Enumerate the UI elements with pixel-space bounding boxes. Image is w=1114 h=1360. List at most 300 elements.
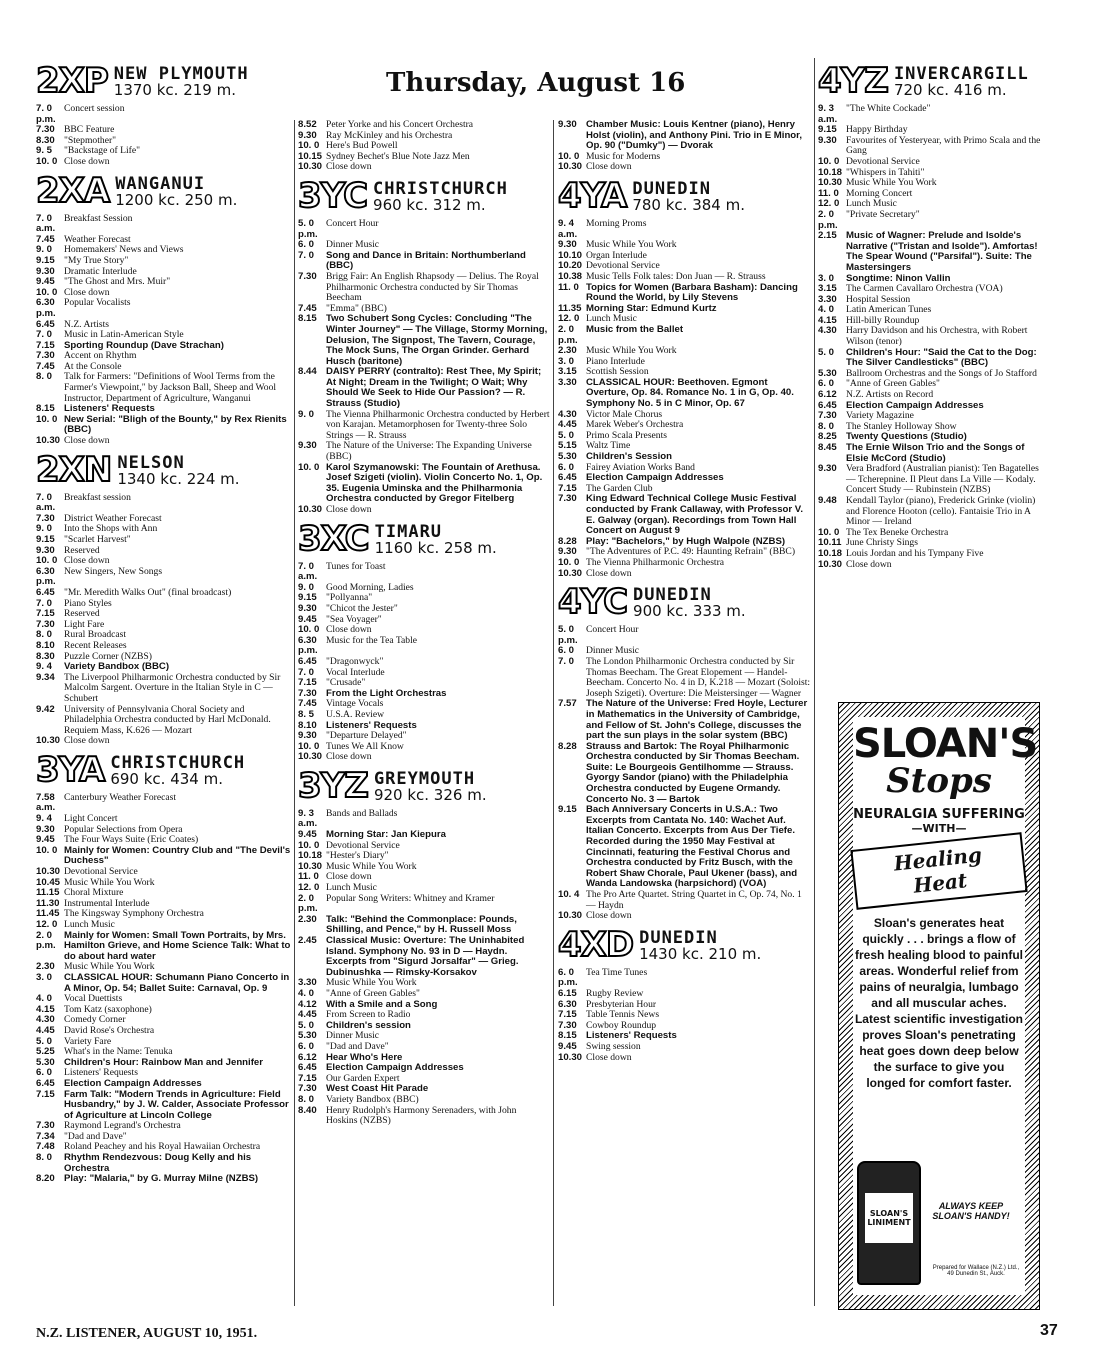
column-4 — [818, 58, 1044, 698]
programme-item — [558, 805, 812, 890]
programme-time: 10. 0 — [298, 624, 320, 636]
programme-time: 9.15 — [558, 804, 577, 816]
programme-item — [298, 915, 550, 936]
programme-time: 3.15 — [818, 283, 837, 295]
programme-title: Children's Session — [586, 451, 672, 463]
programme-item — [818, 464, 1044, 496]
programme-title: Rhythm Rendezvous: Doug Kelly and his Orchestra — [64, 1152, 252, 1174]
programme-time: 10. 0 — [818, 155, 840, 167]
programme-title: Good Morning, Ladies — [326, 581, 414, 593]
programme-time: 7. 0 p.m. — [36, 103, 56, 125]
programme-title: Devotional Service — [326, 839, 400, 851]
station-city: DUNEDIN — [632, 178, 711, 199]
programme-time: 2.30 — [36, 961, 55, 973]
programme-time: 7.45 — [36, 360, 55, 372]
programme-time: 10. 0 — [298, 461, 320, 473]
programme-title: Close down — [326, 504, 372, 515]
programme-time: 9. 4 a.m. — [558, 217, 578, 240]
programme-time: 10.15 — [298, 150, 323, 162]
programme-item — [298, 441, 550, 462]
programme-title: Variety Bandbox (BBC) — [64, 661, 170, 673]
page-number: 37 — [1040, 1322, 1058, 1339]
programme-time: 5.30 — [298, 1030, 317, 1042]
programme-time: 7.15 — [298, 677, 317, 689]
programme-time: 11. 0 — [298, 871, 319, 883]
programme-time: 7.30 — [558, 493, 577, 505]
programme-item — [298, 604, 550, 615]
programme-item — [558, 494, 812, 536]
programme-time: 5. 0 p.m. — [558, 624, 578, 646]
programme-title: Organ Interlude — [586, 249, 647, 261]
programme-item — [298, 710, 550, 721]
programme-time: 6. 0 — [558, 461, 575, 473]
programme-time: 8.40 — [298, 1104, 317, 1116]
programme-item — [298, 314, 550, 367]
programme-time: 10. 0 — [36, 286, 58, 298]
programme-time: 7.45 — [36, 233, 55, 245]
programme-time: 8.28 — [558, 740, 577, 752]
programme-title: Lunch Music — [586, 313, 637, 325]
programme-title: Variety Magazine — [846, 410, 914, 422]
programme-item — [818, 348, 1044, 369]
programme-item — [36, 567, 294, 588]
programme-title: Light Fare — [64, 618, 105, 630]
ad-healing-heat: Healing Heat — [850, 832, 1027, 910]
programme-time: 8.15 — [298, 313, 317, 325]
programme-item — [298, 809, 550, 830]
programme-time: 3.30 — [558, 376, 577, 388]
programme-list — [558, 120, 812, 173]
programme-title: Our Garden Expert — [326, 1072, 400, 1084]
programme-time: 2.15 — [818, 230, 837, 242]
programme-time: 7.15 — [36, 1088, 55, 1100]
programme-time: 7.45 — [298, 698, 317, 710]
programme-time: 6.30 p.m. — [298, 634, 318, 657]
programme-time: 4. 0 — [36, 993, 53, 1005]
station-frequency: 920 kc. 326 m. — [373, 785, 487, 804]
programme-time: 9. 3 a.m. — [298, 807, 318, 830]
programme-title: Instrumental Interlude — [64, 897, 150, 909]
programme-title: Marek Weber's Orchestra — [586, 419, 684, 431]
programme-time: 6. 0 — [818, 378, 835, 390]
programme-list — [36, 104, 294, 168]
programme-title: Play: "Bachelors," by Hugh Walpole (NZBS) — [586, 535, 786, 547]
programme-time: 4.45 — [36, 1024, 55, 1036]
programme-time: 2.30 — [558, 345, 577, 357]
programme-list — [558, 968, 812, 1063]
station-header — [36, 61, 294, 101]
programme-time: 7. 0 — [36, 597, 53, 609]
programme-title: June Christy Sings — [846, 537, 918, 549]
programme-list — [558, 219, 812, 579]
station-info — [633, 587, 746, 619]
programme-title: Chamber Music: Louis Kentner (piano), Henry Holst (violin), and Anthony Pini. Trio in E Minor, Op. 90 ("Dumky") — Dvorak — [586, 120, 803, 152]
programme-item — [558, 657, 812, 699]
station-info — [373, 178, 508, 214]
programme-item — [298, 120, 550, 131]
programme-title: "Anne of Green Gables" — [326, 987, 420, 999]
programme-time: 6. 0 — [36, 1067, 53, 1079]
programme-time: 12. 0 — [298, 882, 320, 894]
programme-item — [818, 157, 1044, 168]
programme-title: The Stanley Holloway Show — [846, 420, 957, 432]
programme-time: 8.30 — [36, 134, 55, 146]
programme-title: Light Concert — [64, 813, 118, 825]
programme-title: Children's session — [326, 1019, 411, 1031]
programme-title: The Kingsway Symphony Orchestra — [64, 908, 204, 920]
programme-item — [298, 657, 550, 668]
programme-title: Listeners' Requests — [326, 719, 417, 731]
programme-item — [558, 699, 812, 741]
programme-item — [36, 493, 294, 514]
station-callsign: 4XD — [558, 924, 634, 965]
programme-title: Devotional Service — [64, 866, 138, 878]
ad-tagline: Stops — [886, 761, 992, 801]
programme-time: 4.45 — [558, 419, 577, 431]
programme-time: 6. 0 — [298, 1040, 315, 1052]
programme-time: 10.30 — [298, 751, 323, 763]
programme-title: Morning Star: Edmund Kurtz — [586, 302, 717, 314]
programme-time: 9.15 — [818, 124, 837, 136]
programme-time: 10. 0 — [298, 839, 320, 851]
programme-time: 8.44 — [298, 366, 317, 378]
programme-title: Bands and Ballads — [326, 807, 398, 819]
station-city: GREYMOUTH — [373, 768, 476, 789]
programme-time: 7. 0 a.m. — [36, 212, 56, 235]
programme-time: 6.30 p.m. — [36, 565, 56, 588]
programme-time: 6.45 — [558, 472, 577, 484]
programme-time: 10.30 — [558, 910, 583, 922]
station-callsign: 3XC — [298, 518, 369, 559]
station-info — [110, 752, 246, 788]
programme-title: Music in Latin-American Style — [64, 329, 184, 341]
programme-item — [36, 415, 294, 436]
programme-time: 7.48 — [36, 1141, 55, 1153]
programme-time: 6.45 — [818, 399, 837, 411]
station-city: DUNEDIN — [633, 585, 712, 606]
programme-time: 10. 0 — [36, 413, 58, 425]
programme-time: 8.15 — [36, 403, 55, 415]
programme-title: Primo Scala Presents — [586, 429, 668, 441]
programme-item — [36, 588, 294, 599]
programme-time: 10. 0 — [818, 526, 840, 538]
programme-title: The London Philharmonic Orchestra conducted by Sir Thomas Beecham. The Great Elopement — Handel-Beecham. Concerto No. 4 in D, K.218 — Mozart (Soloist: Joseph Szigeti). Overture: Die Meistersinger — Wagner — [586, 655, 811, 699]
programme-time: 9.34 — [36, 671, 55, 683]
programme-list — [36, 214, 294, 447]
programme-title: N.Z. Artists on Record — [846, 389, 934, 401]
programme-time: 8.28 — [558, 535, 577, 547]
programme-item — [36, 372, 294, 404]
programme-time: 8.10 — [298, 719, 317, 731]
programme-title: Close down — [326, 871, 372, 883]
programme-time: 7. 0 — [298, 249, 315, 261]
programme-time: 9.15 — [298, 592, 317, 604]
programme-time: 3. 0 — [558, 355, 575, 367]
programme-time: 3.30 — [298, 977, 317, 989]
programme-list — [36, 493, 294, 747]
programme-time: 10. 4 — [558, 889, 580, 900]
station-info — [374, 521, 497, 557]
programme-title: Popular Selections from Opera — [64, 823, 183, 835]
programme-time: 11.45 — [36, 908, 60, 920]
programme-time: 5.15 — [558, 440, 577, 452]
programme-title: Lunch Music — [326, 882, 377, 894]
station-frequency: 1340 kc. 224 m. — [117, 469, 240, 488]
programme-item — [818, 231, 1044, 273]
programme-time: 6.45 — [36, 1077, 55, 1089]
programme-time: 10. 0 — [298, 140, 320, 152]
programme-time: 9.45 — [36, 276, 55, 288]
programme-item — [36, 256, 294, 267]
programme-title: Music for the Tea Table — [326, 634, 418, 646]
programme-title: Scottish Session — [586, 366, 649, 378]
programme-title: "Anne of Green Gables" — [846, 378, 940, 390]
programme-title: Listeners' Requests — [64, 403, 155, 415]
programme-title: Reserved — [64, 544, 100, 556]
programme-item — [298, 251, 550, 272]
programme-time: 5. 0 — [558, 429, 575, 441]
programme-title: Listeners' Requests — [64, 1067, 138, 1079]
programme-item — [558, 162, 812, 173]
column-1 — [36, 58, 294, 1324]
programme-item — [818, 560, 1044, 571]
programme-time: 2. 0 p.m. — [818, 208, 838, 231]
programme-time: 7.15 — [558, 1009, 577, 1021]
programme-time: 8. 5 — [298, 708, 315, 720]
programme-time: 6.45 — [36, 318, 55, 330]
programme-time: 8. 0 — [818, 420, 835, 432]
programme-item — [36, 104, 294, 125]
programme-time: 2. 0 p.m. — [36, 929, 56, 952]
programme-title: Concert Hour — [326, 217, 379, 229]
station-info — [632, 178, 745, 214]
programme-title: Music While You Work — [326, 977, 417, 989]
programme-title: The Carmen Cavallaro Orchestra (VOA) — [846, 283, 1003, 295]
programme-title: Accent on Rhythm — [64, 350, 137, 362]
programme-time: 10.30 — [818, 177, 843, 189]
programme-item — [36, 436, 294, 447]
programme-title: The Pro Arte Quartet. String Quartet in C, Op. 74, No. 1 — Haydn — [586, 889, 802, 911]
programme-title: U.S.A. Review — [326, 708, 385, 720]
programme-time: 7. 0 — [298, 666, 315, 678]
programme-time: 7.30 — [558, 1019, 577, 1031]
programme-title: Election Campaign Addresses — [586, 472, 724, 484]
sloans-advertisement — [838, 702, 1040, 1310]
station-city: WANGANUI — [115, 173, 206, 194]
programme-title: Music While You Work — [64, 961, 155, 973]
programme-title: Hear Who's Here — [326, 1051, 403, 1063]
column-2 — [298, 120, 550, 1320]
programme-item — [558, 272, 812, 283]
programme-title: "Stepmother" — [64, 134, 117, 146]
programme-item — [36, 157, 294, 168]
programme-title: "Crusade" — [326, 677, 366, 689]
programme-title: Mainly for Women: Small Town Portraits, by Mrs. Hamilton Grieve, and Home Science Talk: What to do about hard water — [64, 929, 291, 962]
programme-title: Children's Hour: Rainbow Man and Jennifer — [64, 1056, 263, 1068]
programme-list — [818, 104, 1044, 570]
programme-title: The Nature of the Universe: The Expanding Universe (BBC) — [326, 440, 532, 463]
programme-item — [36, 793, 294, 814]
programme-time: 9.30 — [36, 823, 55, 835]
station-callsign: 3YC — [298, 175, 368, 216]
programme-time: 9. 4 — [36, 661, 53, 673]
programme-title: Reserved — [64, 608, 100, 620]
programme-title: Music While You Work — [64, 876, 155, 888]
programme-title: What's in the Name: Tenuka — [64, 1046, 173, 1058]
programme-time: 7.30 — [36, 1120, 55, 1132]
programme-time: 9.15 — [36, 534, 55, 545]
programme-time: 10.11 — [818, 537, 842, 549]
programme-time: 10.30 — [36, 435, 61, 447]
programme-title: Swing session — [586, 1040, 641, 1052]
programme-title: "Departure Delayed" — [326, 730, 407, 742]
programme-item — [298, 410, 550, 442]
programme-item — [298, 505, 550, 516]
programme-title: The Ernie Wilson Trio and the Songs of Elsie McCord (Studio) — [846, 442, 1025, 464]
programme-title: Recent Releases — [64, 639, 127, 651]
programme-time: 8. 0 — [36, 371, 53, 383]
station-header — [298, 518, 550, 559]
programme-time: 7.30 — [298, 687, 317, 699]
programme-time: 11.15 — [36, 887, 60, 899]
programme-time: 9.30 — [298, 730, 317, 742]
programme-time: 5.25 — [36, 1046, 55, 1058]
ad-panel — [853, 717, 1038, 1295]
programme-title: Raymond Legrand's Orchestra — [64, 1120, 181, 1132]
programme-title: Favourites of Yesteryear, with Primo Scala and the Gang — [846, 134, 1041, 157]
programme-item — [36, 535, 294, 546]
programme-item — [36, 641, 294, 652]
programme-item — [298, 367, 550, 409]
programme-title: Cowboy Roundup — [586, 1019, 657, 1031]
programme-title: Breakfast session — [64, 491, 131, 503]
programme-time: 10. 0 — [36, 844, 58, 856]
ad-maker-text: Prepared for Wallace (N.Z.) Ltd., 49 Dunedin St., Auck. — [932, 1265, 1020, 1277]
programme-title: Close down — [326, 161, 372, 173]
programme-title: Song and Dance in Britain: Northumberland (BBC) — [326, 249, 526, 272]
programme-title: District Weather Forecast — [64, 512, 162, 524]
programme-title: Election Campaign Addresses — [326, 1062, 464, 1074]
column-rule — [814, 58, 815, 1306]
footer-publication: N.Z. LISTENER, AUGUST 10, 1951. — [36, 1326, 258, 1341]
programme-title: Rugby Review — [586, 987, 644, 999]
programme-time: 4.15 — [818, 314, 837, 326]
programme-title: Devotional Service — [586, 260, 660, 272]
programme-time: 10.30 — [298, 860, 323, 872]
programme-time: 8.10 — [36, 639, 55, 651]
programme-title: The Four Ways Suite (Eric Coates) — [64, 834, 199, 846]
programme-item — [558, 569, 812, 580]
programme-title: Close down — [586, 1051, 632, 1063]
ad-body-text: Sloan's generates heat quickly . . . brings a flow of fresh healing blood to painful areas. Wonderful relief from pains of neuralgia, lumbago and all muscular aches. Latest scientific investigation proves Sloan's penetrating heat goes down deep below the surface to give you longed for comfort faster. — [854, 916, 1024, 1090]
programme-title: New Serial: "Bligh of the Bounty," by Rex Rienits (BBC) — [64, 413, 287, 436]
programme-title: Songtime: Ninon Vallin — [846, 272, 951, 284]
programme-time: 10. 0 — [558, 150, 580, 162]
programme-title: Roland Peachey and his Royal Hawaiian Orchestra — [64, 1141, 261, 1153]
programme-item — [298, 1106, 550, 1127]
station-city: TIMARU — [374, 521, 443, 542]
station-info — [114, 66, 249, 98]
programme-list — [298, 219, 550, 516]
programme-time: 10. 0 — [36, 555, 58, 567]
programme-item — [36, 1174, 294, 1185]
programme-title: Election Campaign Addresses — [64, 1077, 202, 1089]
programme-title: Concert Hour — [586, 624, 639, 636]
programme-title: "Dad and Dave" — [326, 1040, 389, 1052]
programme-item — [36, 1079, 294, 1090]
programme-time: 4.30 — [558, 408, 577, 420]
programme-title: Music While You Work — [586, 239, 677, 251]
programme-item — [36, 736, 294, 747]
programme-title: Music While You Work — [586, 345, 677, 357]
programme-title: The Vienna Philharmonic Orchestra — [586, 556, 725, 568]
programme-title: Morning Star: Jan Kiepura — [326, 829, 446, 841]
programme-title: Latin American Tunes — [846, 304, 932, 316]
column-rule — [553, 120, 554, 1306]
programme-time: 8. 0 — [36, 1152, 53, 1164]
programme-title: Ray McKinley and his Orchestra — [326, 129, 453, 141]
programme-time: 6.45 — [36, 586, 55, 598]
programme-item — [558, 742, 812, 806]
programme-time: 10.38 — [558, 270, 583, 282]
programme-time: 6.12 — [298, 1051, 317, 1063]
programme-time: 7.30 — [36, 618, 55, 630]
programme-time: 5. 0 — [818, 346, 835, 358]
programme-time: 9.30 — [818, 463, 837, 475]
programme-title: Peter Yorke and his Concert Orchestra — [326, 120, 474, 130]
programme-item — [36, 1090, 294, 1122]
programme-time: 5.30 — [558, 451, 577, 463]
programme-item — [818, 136, 1044, 157]
programme-item — [298, 162, 550, 173]
station-header — [558, 175, 812, 216]
programme-title: Talk for Farmers: "Definitions of Wool Terms from the Farmer's Viewpoint," by Jackson Ball, Sheep and Wool Instructor, Department of Agriculture, Wanganui — [64, 371, 277, 404]
programme-title: Canterbury Weather Forecast — [64, 791, 176, 803]
programme-title: Dinner Music — [586, 645, 640, 657]
programme-title: Sydney Bechet's Blue Note Jazz Men — [326, 150, 470, 162]
programme-title: Dinner Music — [326, 239, 380, 251]
station-callsign: 3YA — [36, 749, 105, 790]
programme-title: CLASSICAL HOUR: Beethoven. Egmont Overture, Op. 84. Romance No. 1 in G, Op. 40. Symphony No. 5 in C Minor, Op. 67 — [586, 376, 794, 410]
programme-time: 4.30 — [818, 325, 837, 337]
programme-title: Close down — [64, 735, 110, 747]
programme-time: 3. 0 — [36, 971, 53, 983]
programme-item — [298, 272, 550, 304]
programme-time: 5.30 — [818, 367, 837, 379]
programme-time: 10.30 — [36, 866, 61, 878]
programme-time: 2.45 — [298, 935, 317, 946]
programme-title: The Nature of the Universe: Fred Hoyle, Lecturer in Mathematics in the University of Cambridge, and Fellow of St. John's College, discusses the part the sun plays in the solar system (BBC) — [586, 698, 808, 742]
programme-title: Topics for Women (Barbara Basham): Dancing Round the World, by Lily Stevens — [586, 281, 798, 304]
station-city: CHRISTCHURCH — [373, 178, 508, 199]
programme-title: Close down — [326, 751, 372, 763]
programme-time: 8. 0 — [36, 629, 53, 641]
programme-time: 4.30 — [36, 1014, 55, 1026]
programme-item — [36, 973, 294, 994]
programme-item — [298, 219, 550, 240]
programme-time: 8.20 — [36, 1173, 55, 1185]
programme-item — [558, 890, 812, 911]
programme-item — [558, 1042, 812, 1053]
programme-item — [36, 920, 294, 931]
station-callsign: 4YA — [558, 175, 627, 216]
programme-item — [298, 752, 550, 763]
liniment-bottle-icon — [857, 1161, 921, 1285]
programme-time: 9.45 — [298, 829, 317, 841]
programme-time: 10.30 — [558, 567, 583, 579]
programme-time: 8.52 — [298, 120, 317, 130]
programme-title: Tunes We All Know — [326, 740, 404, 752]
